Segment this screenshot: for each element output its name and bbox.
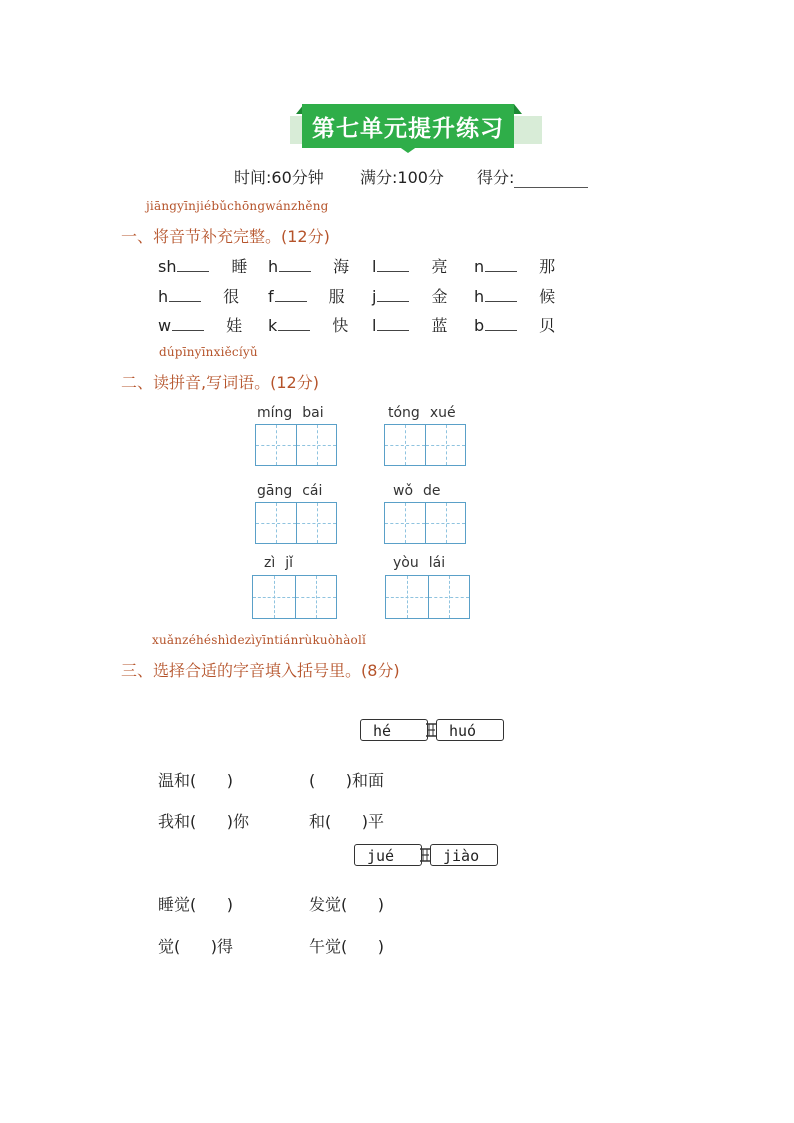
guide-line — [405, 503, 406, 543]
score-label: 得分: — [477, 168, 515, 187]
pinyin-syllable: wǒ — [393, 483, 414, 499]
syllable-blank[interactable] — [485, 287, 517, 302]
syllable-blank[interactable] — [275, 287, 307, 302]
writing-cell[interactable] — [256, 425, 296, 465]
question-item[interactable]: 和( )平 — [309, 812, 385, 831]
syllable-item — [474, 284, 555, 307]
word-pinyin — [264, 555, 293, 571]
syllable-blank[interactable] — [485, 316, 517, 331]
word-pinyin — [393, 483, 441, 499]
option-huo[interactable]: huó — [436, 719, 504, 741]
pinyin-syllable: de — [423, 483, 441, 499]
syllable-prefix: l — [372, 316, 377, 335]
question-item[interactable]: 温和( ) — [158, 771, 234, 790]
pinyin-syllable: bai — [302, 405, 324, 421]
writing-cell[interactable] — [385, 425, 425, 465]
pinyin-syllable: xué — [429, 405, 456, 421]
guide-line — [446, 503, 447, 543]
writing-cell[interactable] — [385, 503, 425, 543]
syllable-item — [158, 284, 239, 307]
syllable-prefix: l — [372, 257, 377, 276]
syllable-item — [474, 254, 555, 277]
score-blank[interactable] — [514, 171, 588, 188]
syllable-prefix: j — [372, 287, 377, 306]
section3-heading: 三、选择合适的字音填入括号里。(8分) — [121, 661, 400, 680]
writing-grid[interactable] — [384, 424, 466, 466]
pinyin-syllable: zì — [264, 555, 276, 571]
pinyin-syllable: yòu — [393, 555, 419, 571]
option-jiao[interactable]: jiào — [430, 844, 498, 866]
writing-grid[interactable] — [255, 424, 337, 466]
guide-line — [446, 425, 447, 465]
section2-pinyin: dúpīnyīnxiěcíyǔ — [159, 345, 258, 359]
target-character: 亮 — [431, 257, 448, 276]
guide-line — [317, 425, 318, 465]
guide-line — [274, 576, 275, 618]
writing-grid[interactable] — [252, 575, 337, 619]
syllable-item — [474, 313, 555, 336]
target-character: 很 — [223, 287, 240, 306]
syllable-item — [268, 313, 348, 336]
writing-cell[interactable] — [296, 503, 336, 543]
target-character: 服 — [328, 287, 345, 306]
syllable-blank[interactable] — [377, 316, 409, 331]
syllable-blank[interactable] — [177, 257, 209, 272]
syllable-item — [372, 254, 447, 277]
guide-line — [405, 425, 406, 465]
target-character: 睡 — [231, 257, 248, 276]
target-character: 候 — [539, 287, 556, 306]
target-character: 那 — [539, 257, 556, 276]
score-field[interactable] — [477, 165, 588, 188]
pinyin-syllable: cái — [302, 483, 323, 499]
pinyin-syllable: jǐ — [285, 555, 294, 571]
target-character: 贝 — [539, 316, 556, 335]
syllable-blank[interactable] — [377, 257, 409, 272]
guide-line — [276, 503, 277, 543]
writing-cell[interactable] — [253, 576, 295, 618]
writing-grid[interactable] — [385, 575, 470, 619]
option-jue[interactable]: jué — [354, 844, 422, 866]
syllable-prefix: b — [474, 316, 485, 335]
section1-pinyin: jiāngyīnjiébǔchōngwánzhěng — [146, 199, 329, 213]
syllable-blank[interactable] — [485, 257, 517, 272]
question-item[interactable]: 觉( )得 — [158, 937, 234, 956]
guide-line — [449, 576, 450, 618]
syllable-item — [268, 254, 349, 277]
target-character: 娃 — [226, 316, 243, 335]
pinyin-syllable: tóng — [388, 405, 420, 421]
writing-cell[interactable] — [256, 503, 296, 543]
word-pinyin — [257, 483, 322, 499]
syllable-blank[interactable] — [377, 287, 409, 302]
syllable-prefix: h — [158, 287, 169, 306]
pinyin-syllable: gāng — [257, 483, 293, 499]
pinyin-syllable: lái — [428, 555, 446, 571]
option-he[interactable]: hé — [360, 719, 428, 741]
syllable-prefix: h — [268, 257, 279, 276]
section2-heading: 二、读拼音,写词语。(12分) — [121, 373, 319, 392]
syllable-blank[interactable] — [279, 257, 311, 272]
syllable-prefix: h — [474, 287, 485, 306]
target-character: 快 — [332, 316, 349, 335]
syllable-prefix: k — [268, 316, 278, 335]
syllable-prefix: n — [474, 257, 485, 276]
guide-line — [316, 576, 317, 618]
question-item[interactable]: ( )和面 — [309, 771, 385, 790]
time-label: 时间:60分钟 — [234, 168, 324, 187]
writing-grid[interactable] — [255, 502, 337, 544]
question-item[interactable]: 睡觉( ) — [158, 895, 234, 914]
syllable-item — [268, 284, 345, 307]
syllable-item — [158, 313, 242, 336]
syllable-blank[interactable] — [278, 316, 310, 331]
syllable-item — [158, 254, 248, 277]
guide-line — [276, 425, 277, 465]
writing-cell[interactable] — [428, 576, 470, 618]
page-title: 第七单元提升练习 — [312, 116, 504, 142]
writing-grid[interactable] — [384, 502, 466, 544]
question-item[interactable]: 午觉( ) — [309, 937, 385, 956]
banner-fold-right — [514, 104, 522, 114]
word-pinyin — [257, 405, 324, 421]
writing-cell[interactable] — [425, 425, 465, 465]
banner-notch — [398, 146, 418, 153]
word-pinyin — [388, 405, 456, 421]
target-character: 金 — [431, 287, 448, 306]
writing-cell[interactable] — [295, 576, 337, 618]
writing-cell[interactable] — [386, 576, 428, 618]
writing-cell[interactable] — [425, 503, 465, 543]
syllable-prefix: w — [158, 316, 172, 335]
guide-line — [407, 576, 408, 618]
syllable-blank[interactable] — [172, 316, 204, 331]
question-item[interactable]: 我和( )你 — [158, 812, 250, 831]
section3-pinyin: xuǎnzéhéshìdezìyīntiánrùkuòhàolǐ — [152, 633, 367, 647]
target-character: 海 — [333, 257, 350, 276]
question-item[interactable]: 发觉( ) — [309, 895, 385, 914]
syllable-prefix: sh — [158, 257, 177, 276]
target-character: 蓝 — [431, 316, 448, 335]
syllable-item — [372, 284, 447, 307]
pinyin-syllable: míng — [257, 405, 293, 421]
word-pinyin — [393, 555, 445, 571]
full-score-label: 满分:100分 — [360, 168, 444, 187]
syllable-item — [372, 313, 447, 336]
syllable-prefix: f — [268, 287, 274, 306]
section1-heading: 一、将音节补充完整。(12分) — [121, 227, 330, 246]
syllable-blank[interactable] — [169, 287, 201, 302]
writing-cell[interactable] — [296, 425, 336, 465]
guide-line — [317, 503, 318, 543]
